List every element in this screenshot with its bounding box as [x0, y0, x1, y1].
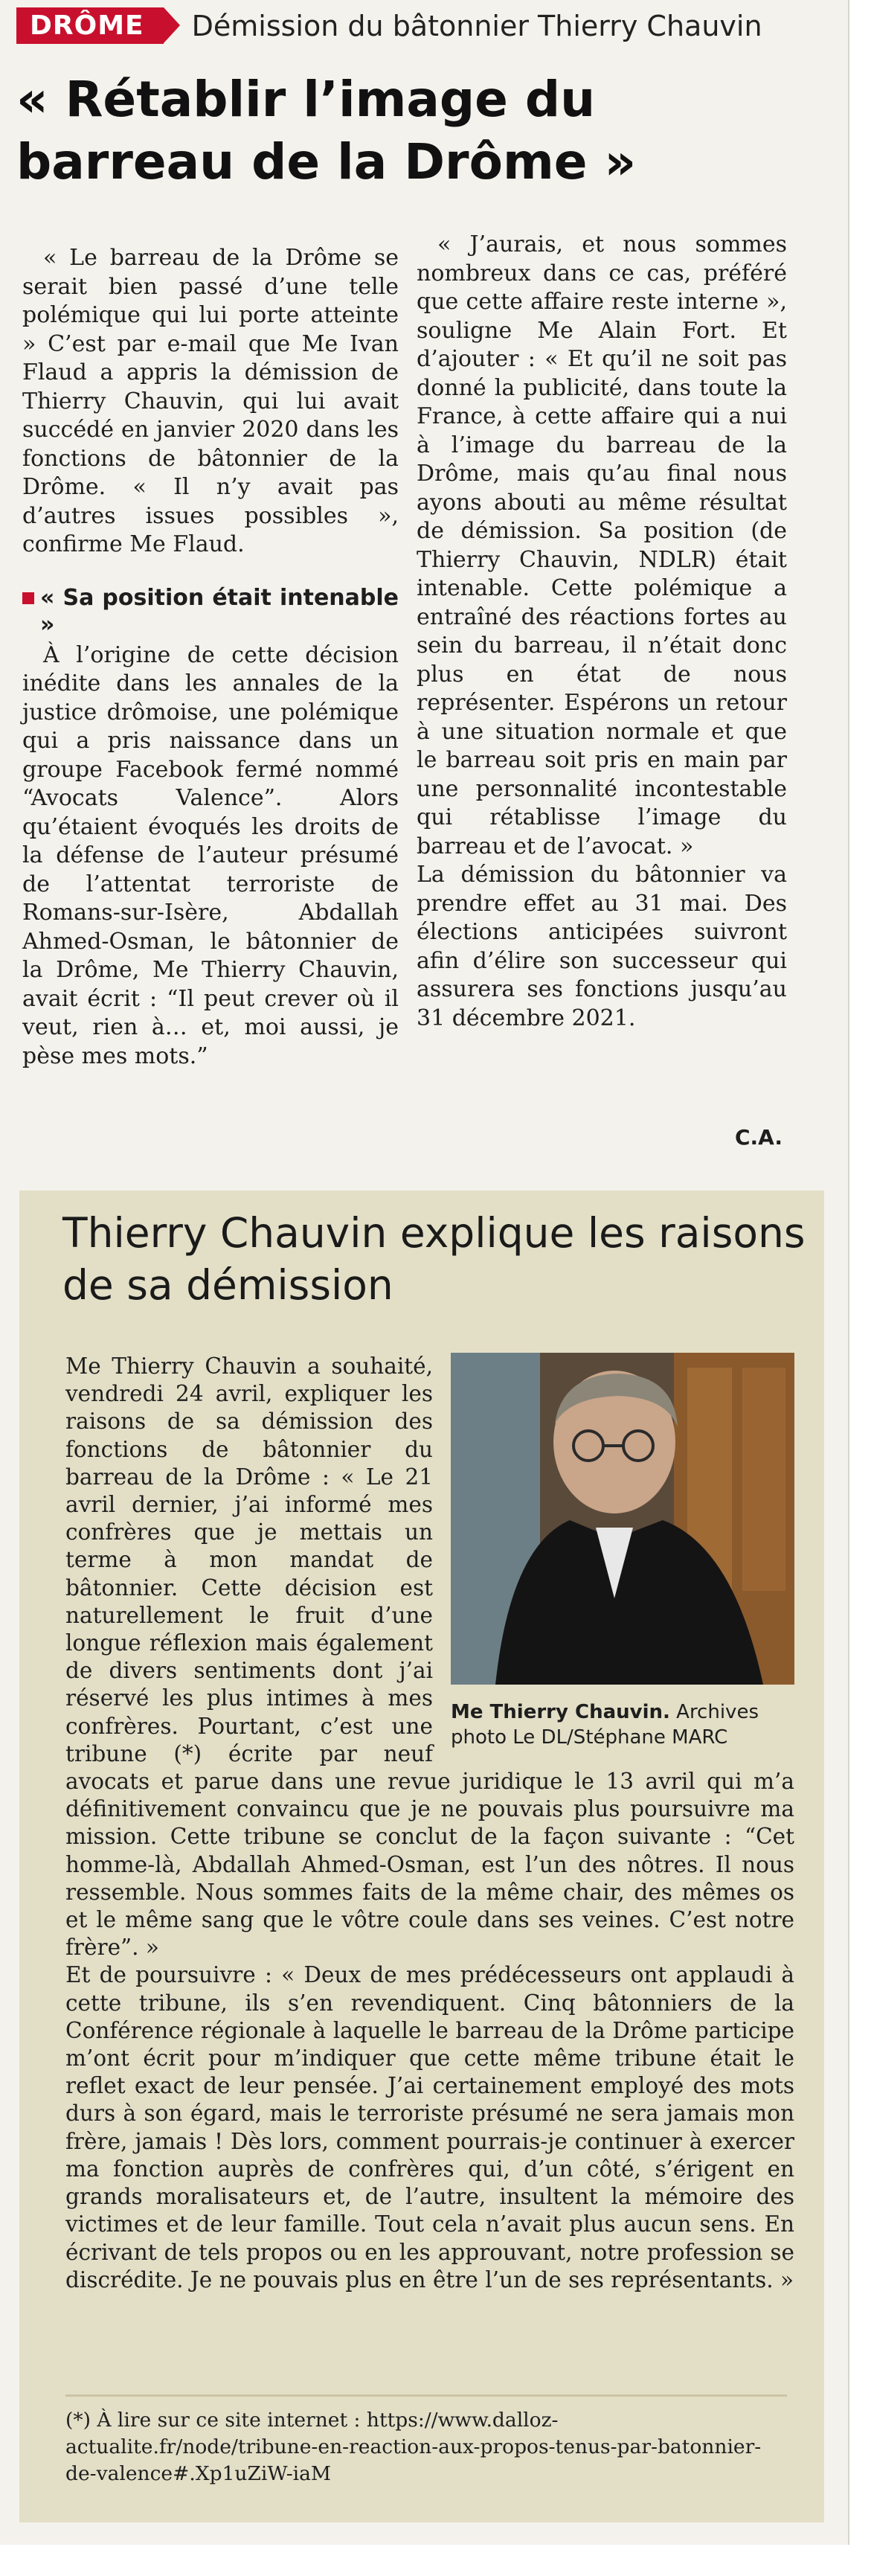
article-column-right — [417, 231, 787, 1033]
caption-credit: Archives photo Le DL/Stéphane MARC — [451, 1701, 759, 1749]
subhead-text: « Sa position était intenable » — [40, 584, 399, 638]
footnote: (*) À lire sur ce site internet : https://www.dalloz-actualite.fr/node/tribune-en-reaction-aux-propos-tenus-par-batonnier-de-valence#.Xp1uZiW-iaM — [65, 2394, 787, 2487]
headline: « Rétablir l’image du barreau de la Drôme » — [16, 71, 637, 190]
article-paragraph: « J’aurais, et nous sommes nombreux dans ce cas, préféré que cette affaire reste interne », souligne Me Alain Fort. Et d’ajouter : « Et qu’il ne soit pas donné la publicité, dans toute la France, à cette affaire qui a nui à l’image du barreau de la Drôme, mais qu’au final nous ayons abouti au même résultat de démission. Sa position (de Thierry Chauvin, NDLR) était intenable. Cette polémique a entraîné des réactions fortes au sein du barreau, il n’était donc plus en état de nous représenter. Espérons un retour à une situation normale et que le barreau soit pris en main par une personnalité incontestable qui rétablisse l’image du barreau et de l’avocat. » — [417, 231, 787, 859]
article-paragraph: La démission du bâtonnier va prendre effet au 31 mai. Des élections anticipées suivront afin d’élire son successeur qui assurera ses fonctions jusqu’au 31 décembre 2021. — [417, 862, 787, 1031]
article-paragraph: « Le barreau de la Drôme se serait bien passé d’une telle polémique qui lui porte atteinte » C’est par e-mail que Me Ivan Flaud a appris la démission de Thierry Chauvin, qui lui avait succédé en janvier 2020 dans les fonctions de bâtonnier de la Drôme. « Il n’y avait pas d’autres issues possibles », confirme Me Flaud. — [22, 245, 399, 557]
box-paragraph: Me Thierry Chauvin a souhaité, vendredi 24 avril, expliquer les raisons de sa démission des fonctions de bâtonnier du barreau de la Drôme : « Le 21 avril dernier, j’ai informé mes confrères que je mettais un terme à mon mandat de bâtonnier. Cette décision est naturellement le fruit d’une longue réflexion mais également de divers sentiments dont j’ai réservé les plus intimes à mes confrères. Pourtant, c’est une tribune (*) écrite par neuf avocats et parue dans une revue juridique le 13 avril qui m’a définitivement convaincu que je ne pouvais plus poursuivre ma mission. Cette tribune se conclut de la façon suivante : “Cet homme-là, Abdallah Ahmed-Osman, est l’un des nôtres. Il nous ressemble. Nous sommes faits de la même chair, des mêmes os et le même sang que le vôtre coule dans ses veines. C’est notre frère”. » — [65, 1353, 794, 1961]
box-paragraph: Et de poursuivre : « Deux de mes prédécesseurs ont applaudi à cette tribune, ils s’en revendiquent. Cinq bâtonniers de la Conférence régionale à laquelle le barreau de la Drôme participe m’ont écrit pour m’indiquer que cette même tribune était le reflet exact de leur pensée. J’ai certainement employé des mots durs à son égard, mais le terroriste présumé ne sera jamais mon frère, jamais ! Dès lors, comment pourrais-je continuer à exercer ma fonction auprès de confrères qui, d’un côté, s’érigent en grands moralisateurs et, de l’autre, insultent la mémoire des victimes et de leur famille. Tout cela n’avait plus aucun sens. En écrivant de tels propos ou en les approuvant, notre profession se discrédite. Je ne pouvais plus en être l’un de ses représentants. » — [65, 1962, 794, 2293]
red-square-icon — [22, 592, 34, 604]
article-paragraph: À l’origine de cette décision inédite dans les annales de la justice drômoise, une polémique qui a pris naissance dans un groupe Facebook fermé nommé “Avocats Valence”. Alors qu’étaient évoqués les droits de la défense de l’auteur présumé de l’attentat terroriste de Romans-sur-Isère, Abdallah Ahmed-Osman, le bâtonnier de la Drôme, Me Thierry Chauvin, avait écrit : “Il peut crever où il veut, rien à… et, moi aussi, je pèse mes mots.” — [22, 641, 399, 1069]
box-title: Thierry Chauvin explique les raisons de sa démission — [62, 1209, 806, 1309]
photo-figure — [451, 1353, 794, 1750]
kicker-text: Démission du bâtonnier Thierry Chauvin — [191, 9, 762, 42]
caption-name: Me Thierry Chauvin. — [451, 1701, 670, 1723]
sidebar-box — [19, 1191, 824, 2522]
byline: C.A. — [734, 1125, 783, 1150]
subhead — [22, 585, 399, 638]
section-tag: DRÔME — [16, 7, 164, 44]
portrait-photo — [451, 1353, 794, 1685]
article-column-left — [22, 244, 399, 1071]
photo-caption — [451, 1699, 794, 1750]
kicker — [16, 7, 762, 44]
box-body — [65, 1353, 794, 2294]
